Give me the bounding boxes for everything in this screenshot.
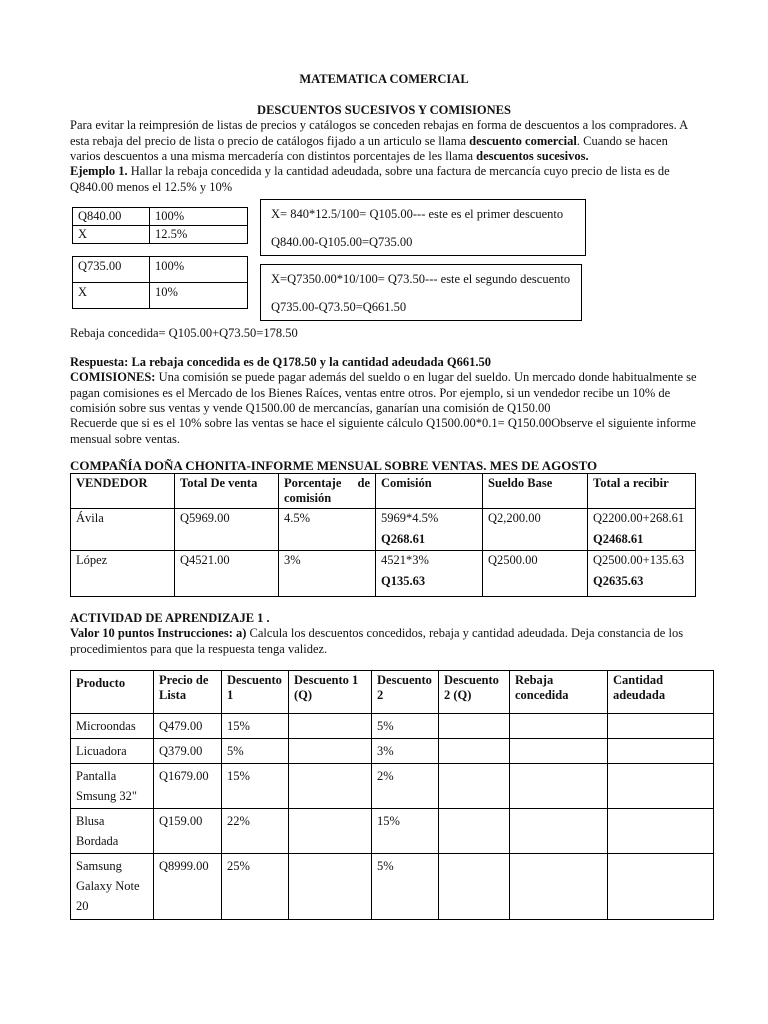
cell: Q735.00: [73, 257, 150, 283]
cell: [588, 551, 696, 597]
cell: 15%: [222, 714, 289, 739]
table-header-row: [71, 474, 696, 509]
header-cell: Sueldo Base: [483, 474, 588, 509]
cell[interactable]: [439, 739, 510, 764]
header-cell: Descuento 1 (Q): [289, 671, 372, 714]
cell: [376, 509, 483, 551]
calc-text: 5969*4.5%: [381, 511, 439, 525]
cell[interactable]: [439, 809, 510, 854]
table-row: [71, 551, 696, 597]
cell: Q840.00: [73, 208, 150, 226]
cell[interactable]: [608, 739, 714, 764]
cell: Q2,200.00: [483, 509, 588, 551]
comisiones-paragraph: [70, 370, 700, 417]
cell: Blusa Bordada: [71, 809, 154, 854]
cell[interactable]: [510, 809, 608, 854]
calc-line: X=Q7350.00*10/100= Q73.50--- este el segundo descuento: [271, 272, 571, 286]
cell: 12.5%: [150, 226, 248, 244]
activity-title: ACTIVIDAD DE APRENDIZAJE 1 .: [70, 611, 270, 625]
table-row: [71, 809, 714, 854]
cell: 25%: [222, 854, 289, 920]
table-row: [71, 854, 714, 920]
table-row: [73, 226, 248, 244]
header-cell: Precio de Lista: [154, 671, 222, 714]
cell[interactable]: [289, 714, 372, 739]
cell: 10%: [150, 283, 248, 309]
cell[interactable]: [289, 809, 372, 854]
cell: Q1679.00: [154, 764, 222, 809]
cell: Q2500.00: [483, 551, 588, 597]
report-table: [70, 473, 696, 597]
calc-line: Q840.00-Q105.00=Q735.00: [271, 235, 413, 249]
cell[interactable]: [510, 714, 608, 739]
respuesta-line: Respuesta: La rebaja concedida es de Q178.50 y la cantidad adeudada Q661.50: [70, 355, 491, 369]
total-value: Q2468.61: [593, 532, 644, 546]
page-title: MATEMATICA COMERCIAL: [299, 72, 469, 86]
table-row: [71, 714, 714, 739]
comision-value: Q268.61: [381, 532, 426, 546]
cell[interactable]: [289, 854, 372, 920]
header-cell: Comisión: [376, 474, 483, 509]
rebaja-line: Rebaja concedida= Q105.00+Q73.50=178.50: [70, 326, 298, 340]
header-cell: Cantidad adeudada: [608, 671, 714, 714]
cell: 22%: [222, 809, 289, 854]
header-cell: Total De venta: [175, 474, 279, 509]
table-header-row: [71, 671, 714, 714]
cell: Pantalla Smsung 32": [71, 764, 154, 809]
header-cell: Total a recibir: [588, 474, 696, 509]
cell: [588, 509, 696, 551]
example-text: Hallar la rebaja concedida y la cantidad adeudada, sobre una factura de mercancía cuyo precio de lista es de Q840.00 menos el 12.5% y 10%: [70, 164, 670, 194]
table-row: [71, 764, 714, 809]
cell[interactable]: [510, 764, 608, 809]
table-row: [73, 283, 248, 309]
sum-text: Q2500.00+135.63: [593, 553, 685, 567]
cell: 2%: [372, 764, 439, 809]
calc-line: Q735.00-Q73.50=Q661.50: [271, 300, 407, 314]
activity-instructions: [70, 626, 700, 657]
activity-text: Calcula los descuentos concedidos, rebaja y cantidad adeudada. Deja constancia de los procedimientos para que la respuesta tenga validez.: [70, 626, 684, 656]
calc-text: 4521*3%: [381, 553, 429, 567]
table-row: [73, 208, 248, 226]
comisiones-text: Una comisión se puede pagar además del sueldo o en lugar del sueldo. Un mercado donde habitualmente se pagan comisiones es el Mercado de los Bienes Raíces, ventas entre otros. Por ejemplo, si un vendedor recibe un 10% de comisión sobre sus ventas y vende Q1500.00 de mercancías, ganarían una comisión de Q150.00: [70, 370, 697, 415]
cell: 15%: [372, 809, 439, 854]
total-value: Q2635.63: [593, 574, 644, 588]
intro-text-1: Para evitar la reimpresión de listas de precios y catálogos se conceden rebajas en forma de descuentos a los compradores. A esta rebaja del precio de lista o precio de catálogos fijado a un articulo se llama: [70, 118, 688, 148]
section-title: DESCUENTOS SUCESIVOS Y COMISIONES: [257, 103, 511, 117]
cell: 15%: [222, 764, 289, 809]
cell: Samsung Galaxy Note 20: [71, 854, 154, 920]
cell[interactable]: [439, 764, 510, 809]
cell[interactable]: [439, 854, 510, 920]
cell[interactable]: [510, 739, 608, 764]
cell[interactable]: [289, 739, 372, 764]
cell: [376, 551, 483, 597]
cell: Microondas: [71, 714, 154, 739]
cell: 3%: [279, 551, 376, 597]
cell[interactable]: [608, 764, 714, 809]
cell: 100%: [150, 257, 248, 283]
header-cell: VENDEDOR: [71, 474, 175, 509]
cell: Ávila: [71, 509, 175, 551]
header-cell: Descuento 2: [372, 671, 439, 714]
table-row: [71, 509, 696, 551]
sum-text: Q2200.00+268.61: [593, 511, 685, 525]
cell[interactable]: [439, 714, 510, 739]
comisiones-label: COMISIONES:: [70, 370, 156, 384]
example-paragraph: [70, 164, 700, 195]
cell: Q379.00: [154, 739, 222, 764]
cell: 5%: [372, 714, 439, 739]
table-row: [71, 739, 714, 764]
intro-text-2: . Cuando se hacen varios descuentos a una misma mercadería con distintos porcentajes de les llama: [70, 133, 668, 163]
activity-table: [70, 670, 714, 920]
calc-line: X= 840*12.5/100= Q105.00--- este es el primer descuento: [271, 207, 564, 221]
intro-bold-1: descuento comercial: [469, 133, 577, 148]
intro-bold-2: descuentos sucesivos.: [476, 149, 589, 163]
calc-box-1: [260, 199, 586, 256]
table-row: [73, 257, 248, 283]
header-cell: Producto: [71, 671, 154, 714]
cell: Q159.00: [154, 809, 222, 854]
cell: 100%: [150, 208, 248, 226]
cell[interactable]: [289, 764, 372, 809]
cell: Q8999.00: [154, 854, 222, 920]
header-cell: Rebaja concedida: [510, 671, 608, 714]
cell: Q4521.00: [175, 551, 279, 597]
cell: X: [73, 226, 150, 244]
cell[interactable]: [608, 809, 714, 854]
cell: Q479.00: [154, 714, 222, 739]
header-cell: Descuento 1: [222, 671, 289, 714]
example-label: Ejemplo 1.: [70, 164, 128, 178]
cell: 5%: [222, 739, 289, 764]
cell: Licuadora: [71, 739, 154, 764]
header-cell: Porcentaje de comisión: [279, 474, 376, 509]
activity-label: Valor 10 puntos Instrucciones: a): [70, 626, 247, 640]
cell: 5%: [372, 854, 439, 920]
rule-table-1: [72, 207, 248, 244]
header-cell: Descuento 2 (Q): [439, 671, 510, 714]
cell[interactable]: [608, 714, 714, 739]
cell: 4.5%: [279, 509, 376, 551]
cell: 3%: [372, 739, 439, 764]
rule-table-2: [72, 256, 248, 309]
cell[interactable]: [510, 854, 608, 920]
intro-paragraph: [70, 118, 700, 165]
cell: X: [73, 283, 150, 309]
cell: López: [71, 551, 175, 597]
comisiones-paragraph-2: Recuerde que si es el 10% sobre las ventas se hace el siguiente cálculo Q1500.00*0.1= Q150.00Observe el siguiente informe mensual sobre ventas.: [70, 416, 696, 446]
report-title: COMPAÑÍA DOÑA CHONITA-INFORME MENSUAL SOBRE VENTAS. MES DE AGOSTO: [70, 458, 598, 473]
comision-value: Q135.63: [381, 574, 426, 588]
cell: Q5969.00: [175, 509, 279, 551]
calc-box-2: [260, 264, 582, 321]
cell[interactable]: [608, 854, 714, 920]
